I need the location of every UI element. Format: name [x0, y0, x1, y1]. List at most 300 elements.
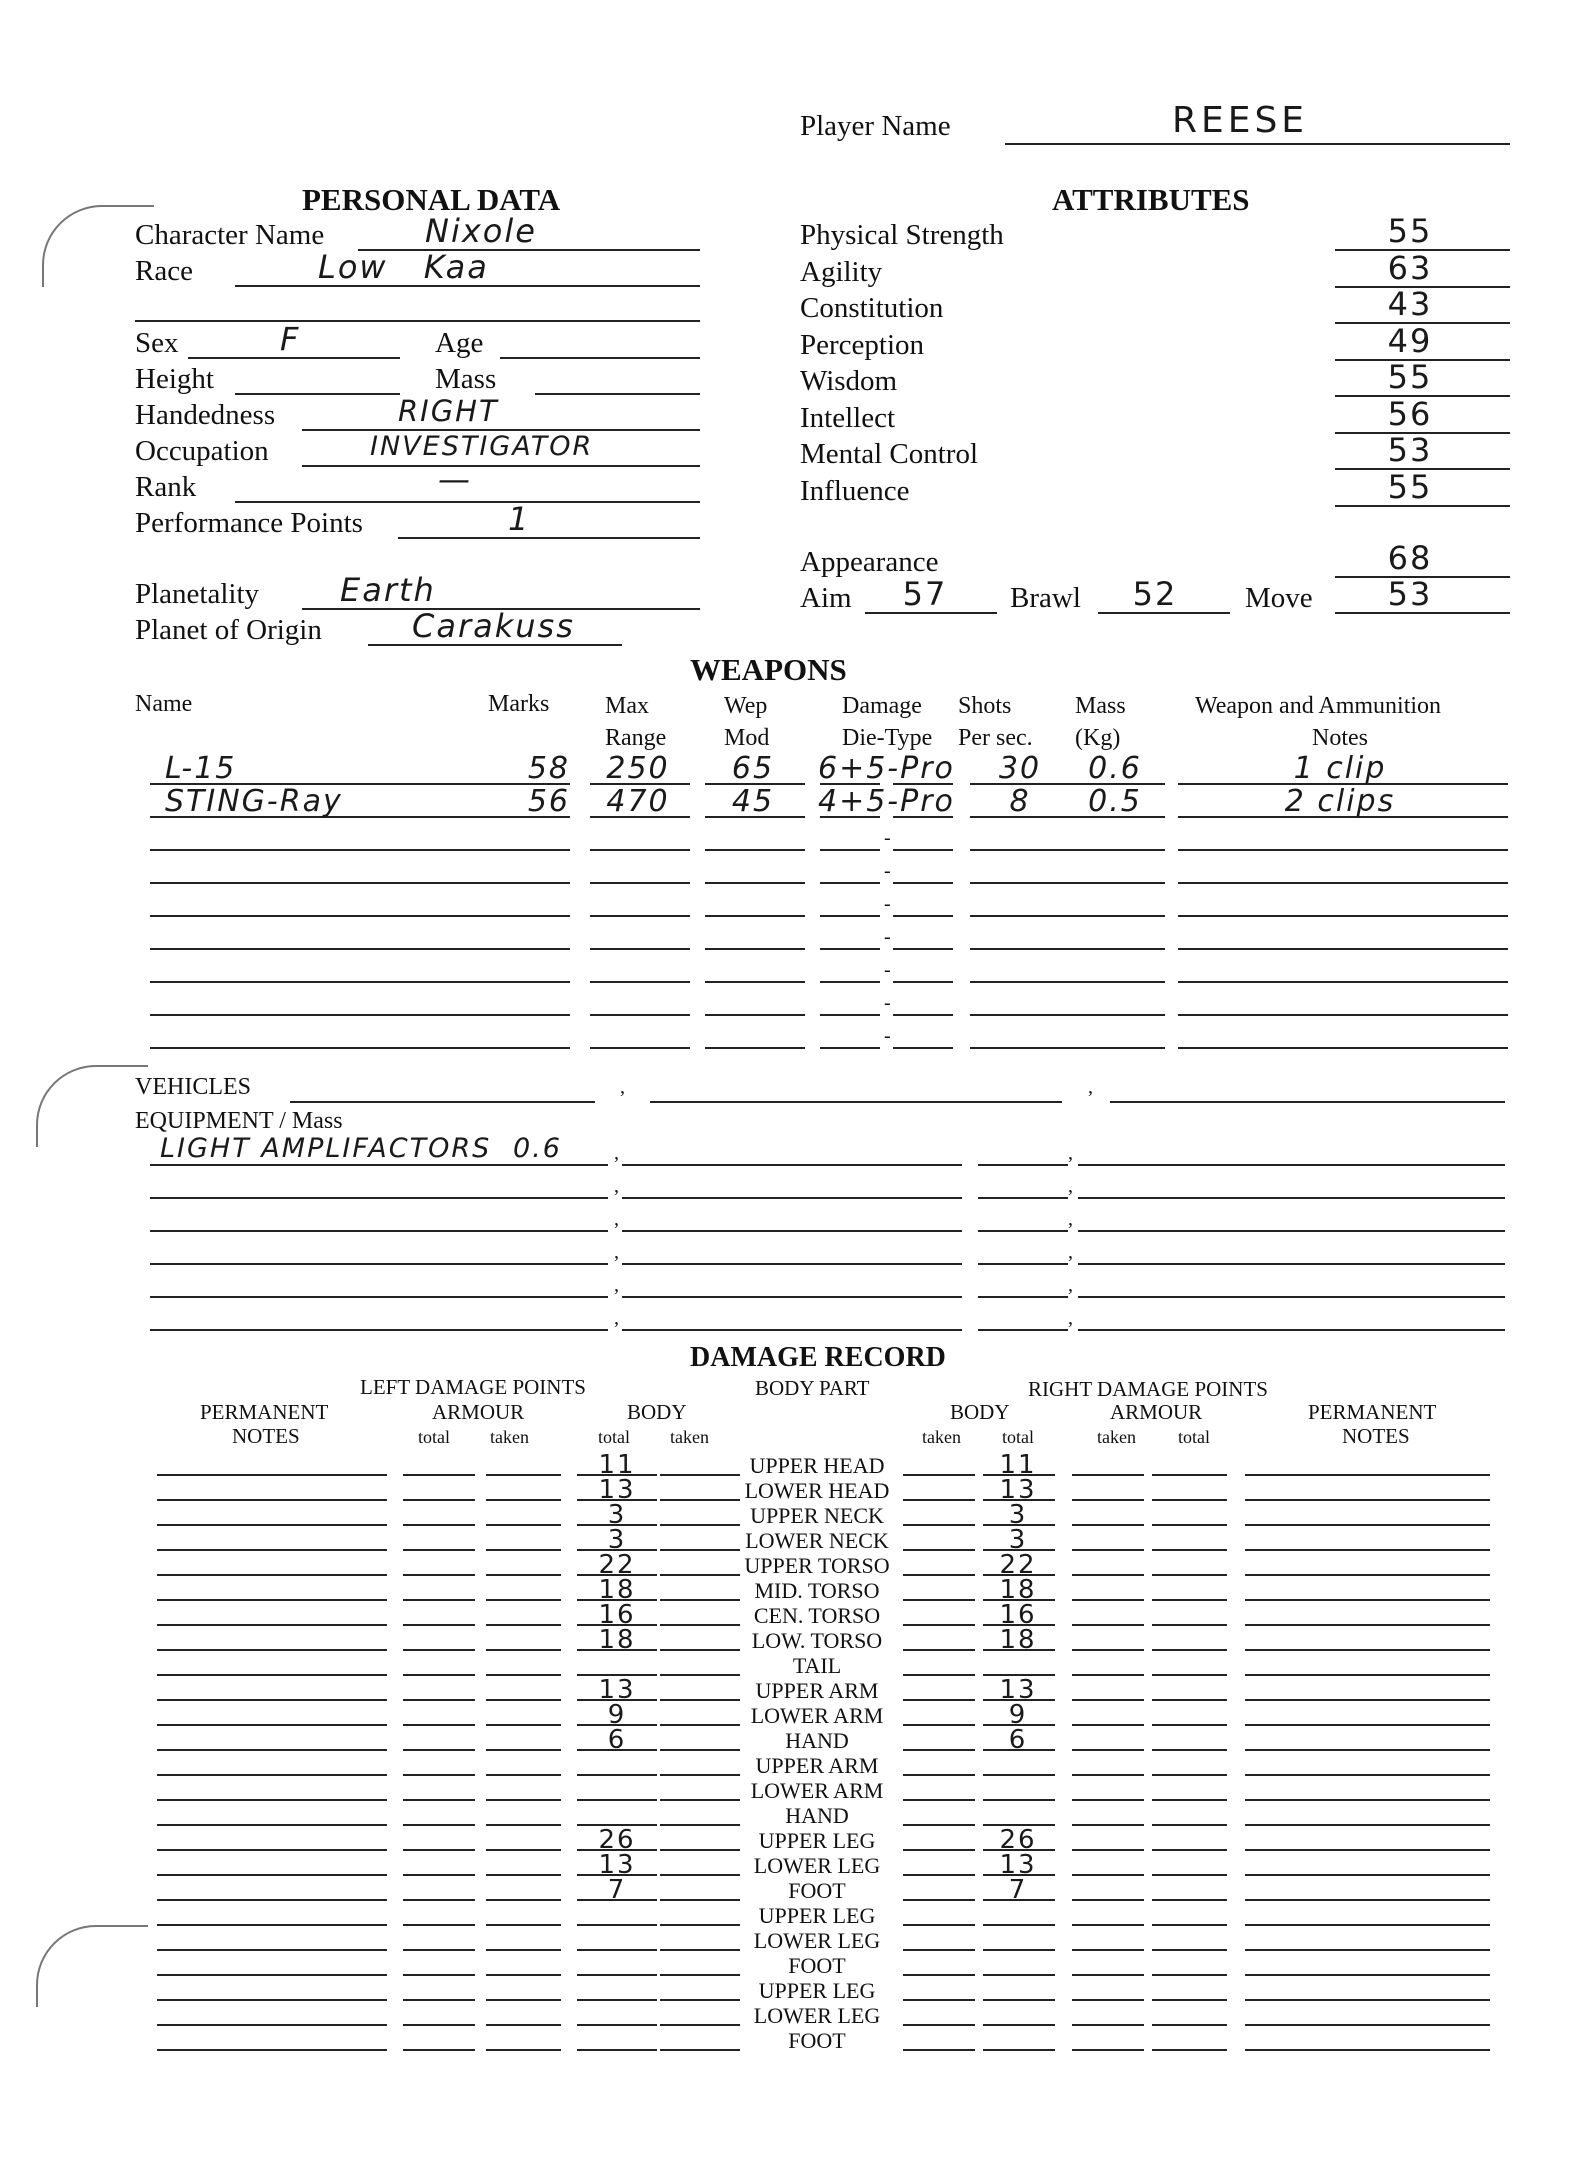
right-body-total[interactable]: 7 [1008, 1875, 1028, 1905]
blank-line [577, 1799, 657, 1801]
blank-line [978, 1329, 1068, 1331]
blank-line [1245, 1699, 1490, 1701]
handedness-value[interactable]: RIGHT [398, 394, 499, 428]
blank-line [157, 1649, 387, 1651]
weapons-header-notes-1: Weapon and Ammunition [1195, 693, 1442, 719]
blank-line [622, 1164, 962, 1166]
separator-comma: , [614, 1175, 619, 1197]
right-body-total[interactable]: 16 [999, 1600, 1037, 1630]
attribute-value[interactable]: 55 [1387, 212, 1433, 250]
right-body-total[interactable]: 18 [999, 1575, 1037, 1605]
blank-line [978, 1263, 1068, 1265]
blank-line [403, 1874, 475, 1876]
blank-line [660, 1824, 740, 1826]
blank-line [1152, 1899, 1227, 1901]
blank-line [1178, 1014, 1508, 1016]
blank-line [1072, 1774, 1144, 1776]
blank-line [893, 915, 953, 917]
blank-line [903, 1899, 975, 1901]
attribute-label: Intellect [800, 401, 896, 434]
blank-line [157, 1549, 387, 1551]
move-label: Move [1245, 582, 1313, 614]
blank-line [660, 1549, 740, 1551]
blank-line [1245, 2024, 1490, 2026]
planetality-value[interactable]: Earth [340, 571, 436, 609]
left-body-total[interactable]: 7 [607, 1875, 627, 1905]
attribute-value[interactable]: 55 [1387, 467, 1433, 506]
right-armour-total-label: total [1178, 1427, 1210, 1447]
left-body-total[interactable]: 3 [607, 1500, 627, 1530]
blank-line [590, 1047, 690, 1049]
blank-line [660, 1974, 740, 1976]
blank-line [157, 1774, 387, 1776]
weapon-shots[interactable]: 8 [1009, 784, 1031, 819]
blank-line [150, 1263, 608, 1265]
blank-line [486, 1799, 561, 1801]
separator-comma: , [1068, 1208, 1073, 1230]
weapons-header-shots-2: Per sec. [958, 725, 1033, 751]
blank-line [1152, 1624, 1227, 1626]
damage-die-dash: - [884, 992, 891, 1014]
occupation-label: Occupation [135, 435, 269, 467]
weapon-mod[interactable]: 65 [731, 751, 775, 786]
blank-line [1152, 1874, 1227, 1876]
blank-line [660, 1524, 740, 1526]
sex-value[interactable]: F [280, 320, 301, 358]
blank-line [983, 2049, 1055, 2051]
body-part-label: UPPER LEG [758, 1978, 876, 2003]
blank-line [486, 1599, 561, 1601]
blank-line [157, 1874, 387, 1876]
right-body-total[interactable]: 3 [1008, 1500, 1028, 1530]
occupation-value[interactable]: INVESTIGATOR [370, 431, 594, 462]
attribute-label: Perception [800, 328, 925, 361]
blank-line [1178, 948, 1508, 950]
blank-line [1152, 1924, 1227, 1926]
damage-record-title: DAMAGE RECORD [690, 1342, 946, 1373]
blank-line [650, 1101, 1062, 1103]
blank-line [1072, 1824, 1144, 1826]
blank-line [150, 1197, 608, 1199]
blank-line [660, 1599, 740, 1601]
height-label: Height [135, 363, 214, 395]
blank-line [590, 882, 690, 884]
blank-line [903, 1624, 975, 1626]
blank-line [486, 1974, 561, 1976]
blank-line [486, 1524, 561, 1526]
blank-line [705, 882, 805, 884]
blank-line [150, 849, 570, 851]
blank-line [1245, 1774, 1490, 1776]
blank-line [705, 1047, 805, 1049]
blank-line [622, 1296, 962, 1298]
planet-of-origin-value[interactable]: Carakuss [412, 607, 575, 645]
blank-line [590, 915, 690, 917]
separator-comma: , [1088, 1076, 1093, 1098]
blank-line [486, 1724, 561, 1726]
blank-line [903, 1999, 975, 2001]
blank-line [403, 1799, 475, 1801]
blank-line [622, 1263, 962, 1265]
blank-line [1245, 1574, 1490, 1576]
blank-line [1152, 1524, 1227, 1526]
rank-value[interactable]: — [438, 460, 472, 498]
blank-line [660, 1874, 740, 1876]
left-body-label: BODY [627, 1400, 687, 1424]
blank-line [1152, 1724, 1227, 1726]
blank-line [1152, 2049, 1227, 2051]
attribute-label: Influence [800, 474, 910, 507]
left-permanent-label: PERMANENT [200, 1400, 329, 1424]
separator-comma: , [1068, 1241, 1073, 1263]
weapon-damage[interactable]: 6+5-Pro [818, 751, 955, 786]
blank-line [983, 1949, 1055, 1951]
right-body-total[interactable]: 9 [1008, 1700, 1028, 1730]
blank-line [660, 1574, 740, 1576]
blank-line [1152, 2024, 1227, 2026]
blank-line [1152, 1699, 1227, 1701]
right-body-total[interactable]: 22 [999, 1550, 1037, 1580]
blank-line [1245, 1849, 1490, 1851]
blank-line [1245, 1599, 1490, 1601]
aim-value[interactable]: 57 [902, 575, 948, 613]
weapon-name[interactable]: L-15 [165, 751, 237, 786]
left-body-total[interactable]: 13 [598, 1675, 636, 1705]
character-name-label: Character Name [135, 219, 325, 251]
blank-line [150, 948, 570, 950]
blank-line [1078, 1230, 1505, 1232]
blank-line [1072, 1999, 1144, 2001]
right-body-total[interactable]: 11 [999, 1450, 1037, 1480]
left-armour-total-label: total [418, 1427, 450, 1447]
blank-line [403, 1649, 475, 1651]
body-part-label: UPPER ARM [755, 1678, 879, 1703]
right-body-taken-label: taken [922, 1427, 961, 1447]
blank-line [157, 1474, 387, 1476]
character-name-value[interactable]: Nixole [425, 212, 537, 250]
blank-line [1072, 1699, 1144, 1701]
handedness-label: Handedness [135, 399, 276, 431]
left-body-total[interactable]: 11 [598, 1450, 636, 1480]
attribute-value[interactable]: 55 [1387, 358, 1433, 396]
body-part-label: TAIL [792, 1653, 842, 1678]
blank-line [150, 1014, 570, 1016]
attribute-value[interactable]: 43 [1387, 285, 1433, 323]
weapon-mass[interactable]: 0.6 [1088, 751, 1142, 786]
blank-line [403, 1999, 475, 2001]
player-name-value[interactable]: REESE [1171, 100, 1309, 141]
blank-line [1152, 1999, 1227, 2001]
weapons-header-notes-2: Notes [1312, 725, 1368, 751]
blank-line [1178, 915, 1508, 917]
blank-line [157, 1499, 387, 1501]
blank-line [903, 1749, 975, 1751]
blank-line [157, 1624, 387, 1626]
weapons-header-marks: Marks [488, 691, 550, 717]
blank-line [157, 1999, 387, 2001]
mass-label: Mass [435, 363, 497, 395]
damage-die-dash: - [884, 1025, 891, 1047]
blank-line [1245, 1874, 1490, 1876]
blank-line [1072, 1649, 1144, 1651]
body-part-label: LOWER LEG [753, 2003, 881, 2028]
body-part-label: HAND [785, 1803, 849, 1828]
blank-line [1078, 1296, 1505, 1298]
aim-label: Aim [800, 582, 852, 614]
blank-line [970, 948, 1070, 950]
blank-line [903, 1824, 975, 1826]
left-body-total[interactable]: 22 [598, 1550, 636, 1580]
weapon-marks[interactable]: 58 [527, 751, 570, 786]
blank-line [903, 1524, 975, 1526]
blank-line [577, 2049, 657, 2051]
body-part-label: LOWER ARM [750, 1778, 884, 1803]
blank-line [1152, 1774, 1227, 1776]
blank-line [1178, 849, 1508, 851]
blank-line [1245, 1524, 1490, 1526]
blank-line [1152, 1849, 1227, 1851]
blank-line [157, 1674, 387, 1676]
blank-line [1245, 1724, 1490, 1726]
right-body-total[interactable]: 13 [999, 1850, 1037, 1880]
separator-comma: , [1068, 1274, 1073, 1296]
blank-line [403, 1499, 475, 1501]
blank-line [893, 981, 953, 983]
left-body-total[interactable]: 13 [598, 1475, 636, 1505]
right-body-total[interactable]: 6 [1008, 1725, 1028, 1755]
blank-line [403, 2049, 475, 2051]
blank-line [1245, 1499, 1490, 1501]
attribute-value[interactable]: 49 [1387, 321, 1433, 360]
blank-line [157, 1699, 387, 1701]
blank-line [660, 1699, 740, 1701]
blank-line [1245, 1974, 1490, 1976]
blank-line [1065, 1014, 1165, 1016]
weapons-header-range-1: Max [605, 693, 649, 719]
blank-line [1072, 1874, 1144, 1876]
blank-line [403, 1949, 475, 1951]
blank-line [1245, 1624, 1490, 1626]
blank-line [622, 1329, 962, 1331]
weapon-range[interactable]: 250 [606, 751, 670, 786]
blank-line [893, 882, 953, 884]
brawl-value[interactable]: 52 [1132, 575, 1178, 613]
player-name-label: Player Name [800, 110, 951, 142]
weapon-damage[interactable]: 4+5-Pro [818, 784, 955, 819]
blank-line [660, 1799, 740, 1801]
left-body-total[interactable]: 3 [607, 1525, 627, 1555]
weapons-header-mod-2: Mod [724, 725, 770, 751]
blank-line [820, 915, 880, 917]
blank-line [150, 915, 570, 917]
separator-comma: , [614, 1241, 619, 1263]
blank-line [577, 2024, 657, 2026]
blank-line [660, 1624, 740, 1626]
blank-line [486, 1999, 561, 2001]
right-notes-label: NOTES [1342, 1424, 1410, 1448]
weapons-header-damage-2: Die-Type [842, 725, 933, 751]
weapon-mass[interactable]: 0.5 [1088, 784, 1142, 819]
blank-line [660, 1649, 740, 1651]
left-body-total[interactable]: 6 [607, 1725, 627, 1755]
left-body-total[interactable]: 26 [598, 1825, 636, 1855]
left-damage-points-label: LEFT DAMAGE POINTS [360, 1375, 586, 1399]
weapon-notes[interactable]: 1 clip [1293, 751, 1387, 786]
blank-line [903, 1974, 975, 1976]
body-part-label: HAND [785, 1728, 849, 1753]
blank-line [1245, 1949, 1490, 1951]
separator-comma: , [614, 1274, 619, 1296]
blank-line [1072, 1474, 1144, 1476]
blank-line [903, 1549, 975, 1551]
blank-line [403, 1899, 475, 1901]
blank-line [983, 1799, 1055, 1801]
blank-line [486, 1849, 561, 1851]
blank-line [590, 981, 690, 983]
left-body-total[interactable]: 18 [598, 1625, 636, 1655]
age-label: Age [435, 327, 484, 359]
right-body-total-label: total [1002, 1427, 1034, 1447]
body-part-label: UPPER LEG [758, 1828, 876, 1853]
blank-line [1152, 1474, 1227, 1476]
body-part-label: CEN. TORSO [753, 1603, 881, 1628]
blank-line [903, 1874, 975, 1876]
blank-line [1065, 981, 1165, 983]
blank-line [660, 1474, 740, 1476]
blank-line [660, 1499, 740, 1501]
blank-line [983, 2024, 1055, 2026]
weapon-range[interactable]: 470 [606, 784, 670, 819]
body-part-label: UPPER TORSO [744, 1553, 890, 1578]
left-body-total[interactable]: 18 [598, 1575, 636, 1605]
blank-line [660, 1724, 740, 1726]
blank-line [1072, 1574, 1144, 1576]
left-body-total[interactable]: 13 [598, 1850, 636, 1880]
weapon-marks[interactable]: 56 [527, 784, 570, 819]
blank-line [486, 1874, 561, 1876]
weapons-header-mass-1: Mass [1075, 693, 1126, 719]
blank-line [820, 981, 880, 983]
blank-line [486, 1499, 561, 1501]
right-body-total[interactable]: 18 [999, 1625, 1037, 1655]
attribute-label: Constitution [800, 292, 944, 324]
blank-line [622, 1230, 962, 1232]
attribute-value[interactable]: 53 [1387, 431, 1433, 469]
weapons-header-mod-1: Wep [724, 693, 768, 719]
blank-line [403, 1624, 475, 1626]
blank-line [590, 1014, 690, 1016]
blank-line [403, 1524, 475, 1526]
body-part-label: BODY PART [755, 1376, 870, 1400]
blank-line [1078, 1329, 1505, 1331]
blank-line [705, 849, 805, 851]
blank-line [157, 1924, 387, 1926]
attribute-value[interactable]: 63 [1387, 248, 1433, 287]
blank-line [157, 2024, 387, 2026]
blank-line [1245, 1649, 1490, 1651]
blank-line [660, 1924, 740, 1926]
personal-data-title: PERSONAL DATA [302, 182, 561, 217]
blank-line [403, 1674, 475, 1676]
move-value[interactable]: 53 [1387, 575, 1433, 613]
body-part-label: LOWER NECK [745, 1528, 889, 1553]
blank-line [903, 1774, 975, 1776]
blank-line [157, 1899, 387, 1901]
right-body-total[interactable]: 13 [999, 1475, 1037, 1505]
blank-line [577, 1924, 657, 1926]
blank-line [1245, 1924, 1490, 1926]
appearance-value[interactable]: 68 [1387, 539, 1433, 577]
blank-line [660, 1899, 740, 1901]
blank-line [983, 1974, 1055, 1976]
blank-line [486, 1549, 561, 1551]
weapons-header-name: Name [135, 691, 193, 717]
blank-line [157, 1849, 387, 1851]
blank-line [577, 1974, 657, 1976]
blank-line [903, 1924, 975, 1926]
blank-line [1110, 1101, 1505, 1103]
blank-line [1072, 2024, 1144, 2026]
blank-line [486, 1574, 561, 1576]
weapon-shots[interactable]: 30 [998, 751, 1042, 786]
blank-line [1078, 1263, 1505, 1265]
left-body-taken-label: taken [670, 1427, 709, 1447]
blank-line [157, 2049, 387, 2051]
right-armour-label: ARMOUR [1110, 1400, 1203, 1424]
blank-line [903, 1474, 975, 1476]
body-part-label: FOOT [788, 1953, 846, 1978]
blank-line [820, 1014, 880, 1016]
blank-line [1078, 1164, 1505, 1166]
blank-line [403, 1549, 475, 1551]
blank-line [903, 1674, 975, 1676]
performance-points-value[interactable]: 1 [508, 500, 531, 538]
right-body-total[interactable]: 3 [1008, 1525, 1028, 1555]
race-value[interactable]: Low Kaa [318, 248, 489, 286]
blank-line [1152, 1949, 1227, 1951]
damage-die-dash: - [884, 926, 891, 948]
planetality-label: Planetality [135, 578, 260, 610]
right-body-total[interactable]: 26 [999, 1825, 1037, 1855]
blank-line [1152, 1824, 1227, 1826]
blank-line [1065, 915, 1165, 917]
body-part-label: FOOT [788, 2028, 846, 2053]
left-body-total[interactable]: 9 [607, 1700, 627, 1730]
blank-line [1178, 981, 1508, 983]
blank-line [157, 1599, 387, 1601]
blank-line [903, 2049, 975, 2051]
left-body-total[interactable]: 16 [598, 1600, 636, 1630]
blank-line [660, 1999, 740, 2001]
blank-line [1178, 882, 1508, 884]
equipment-item-name[interactable]: LIGHT AMPLIFACTORS [160, 1133, 492, 1164]
weapon-name[interactable]: STING-Ray [165, 784, 343, 819]
weapon-mod[interactable]: 45 [731, 784, 775, 819]
blank-line [157, 1724, 387, 1726]
attribute-value[interactable]: 56 [1387, 394, 1433, 433]
left-body-total-label: total [598, 1427, 630, 1447]
weapon-notes[interactable]: 2 clips [1284, 784, 1396, 819]
blank-line [486, 2024, 561, 2026]
blank-line [1072, 1799, 1144, 1801]
blank-line [1072, 1974, 1144, 1976]
blank-line [903, 1599, 975, 1601]
right-body-total[interactable]: 13 [999, 1675, 1037, 1705]
blank-line [1245, 1999, 1490, 2001]
equipment-item-mass[interactable]: 0.6 [513, 1133, 562, 1164]
blank-line [486, 1674, 561, 1676]
blank-line [403, 1849, 475, 1851]
